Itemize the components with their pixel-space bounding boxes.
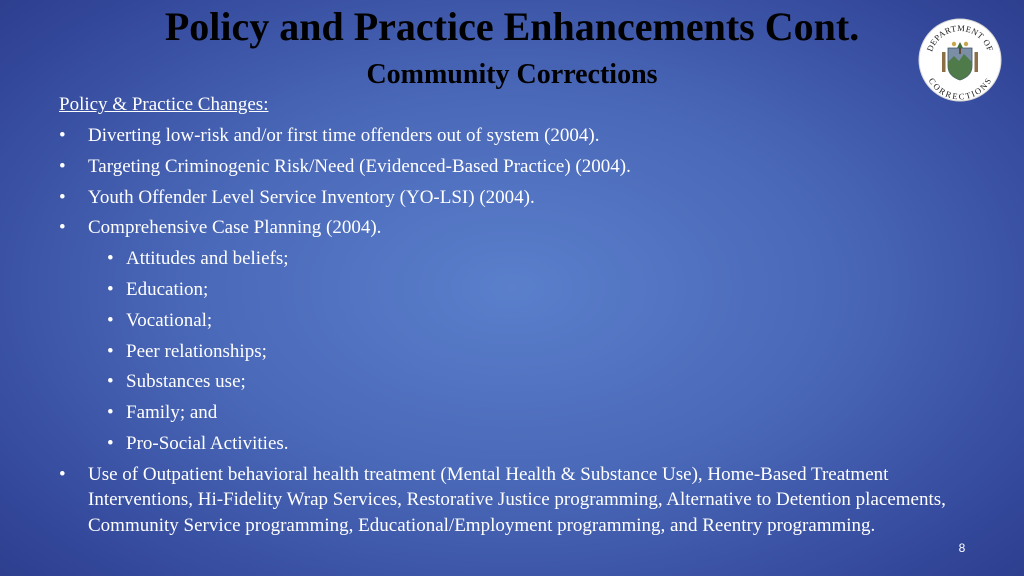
sub-bullet-item: • Vocational;: [59, 308, 989, 334]
slide-content: [59, 92, 989, 544]
seal-text-top: DEPARTMENT OF: [924, 22, 996, 53]
bullet-item: • Youth Offender Level Service Inventory (YO-LSI) (2004).: [59, 185, 989, 211]
bullet-item: • Use of Outpatient behavioral health treatment (Mental Health & Substance Use), Home-Based Treatment Interventions, Hi-Fidelity Wrap Services, Restorative Justice programming, Alternative to Detention placements, Community Service programming, Educational/Employment programming, and Reentry programming.: [59, 462, 989, 539]
sub-bullet-item: • Education;: [59, 277, 989, 303]
page-number: 8: [958, 541, 966, 555]
sub-bullet-item: • Attitudes and beliefs;: [59, 246, 989, 272]
sub-bullet-item: • Family; and: [59, 400, 989, 426]
department-of-corrections-seal-icon: [918, 18, 1002, 102]
sub-bullet-item: • Substances use;: [59, 369, 989, 395]
bullet-list: [59, 123, 989, 538]
bullet-item: • Comprehensive Case Planning (2004).: [59, 215, 989, 241]
slide-subtitle: Community Corrections: [366, 59, 658, 90]
slide-title: Policy and Practice Enhancements Cont.: [164, 4, 860, 49]
bullet-item: • Diverting low-risk and/or first time offenders out of system (2004).: [59, 123, 989, 149]
sub-bullet-item: • Peer relationships;: [59, 339, 989, 365]
bullet-item: • Targeting Criminogenic Risk/Need (Evidenced-Based Practice) (2004).: [59, 154, 989, 180]
policy-heading: Policy & Practice Changes:: [59, 94, 269, 115]
sub-bullet-item: • Pro-Social Activities.: [59, 431, 989, 457]
seal-text-bottom: CORRECTIONS: [926, 75, 994, 102]
